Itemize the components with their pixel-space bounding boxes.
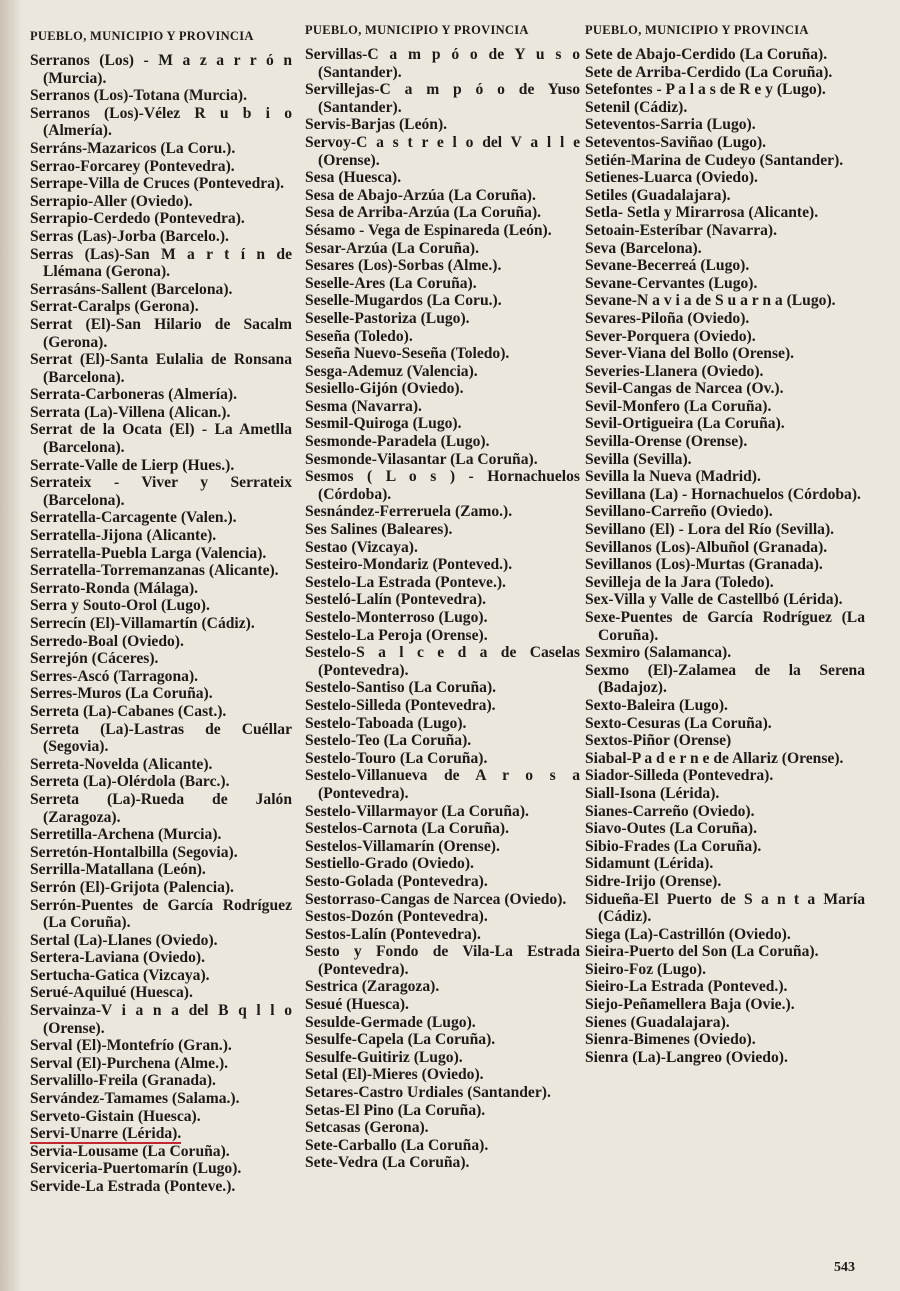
list-item: Sexmiro (Salamanca). [585, 644, 732, 662]
list-item: Sexmo (El)-Zalamea de la Serena (Badajoz). [585, 661, 865, 697]
list-item: Sevil-Ortigueira (La Coruña). [585, 415, 785, 433]
list-item: Sesar-Arzúa (La Coruña). [305, 239, 479, 257]
list-item: Serretón-Hontalbilla (Segovia). [30, 843, 238, 861]
list-item: Siejo-Peñamellera Baja (Ovie.). [585, 996, 795, 1014]
list-item: Sienes (Guadalajara). [585, 1013, 730, 1031]
list-item: Serrapio-Aller (Oviedo). [30, 192, 193, 210]
list-item: Serredo-Boal (Oviedo). [30, 632, 184, 650]
list-item: Sevilla (Sevilla). [585, 450, 692, 468]
list-item: Sertal (La)-Llanes (Oviedo). [30, 931, 218, 949]
list-item: Seteventos-Saviñao (Lugo). [585, 133, 767, 151]
list-item: Serrao-Forcarey (Pontevedra). [30, 157, 235, 175]
page-binding-shadow [0, 0, 22, 1291]
list-item: Sestelos-Carnota (La Coruña). [305, 820, 510, 838]
list-item: Serreta (La)-Olérdola (Barc.). [30, 773, 230, 791]
list-item: Seselle-Ares (La Coruña). [305, 274, 477, 292]
list-item: Sevillanos (Los)-Murtas (Granada). [585, 556, 823, 574]
list-item: Sextos-Piñor (Orense) [585, 732, 732, 750]
list-item: Sestelos-Villamarín (Orense). [305, 837, 500, 855]
list-item: Setcasas (Gerona). [305, 1119, 429, 1137]
list-item: Sete de Abajo-Cerdido (La Coruña). [585, 46, 828, 63]
list-item: Serres-Muros (La Coruña). [30, 685, 213, 703]
list-item: Serrate-Valle de Lierp (Hues.). [30, 456, 235, 474]
list-item: Sevane-Cervantes (Lugo). [585, 274, 758, 292]
list-item: Sexe-Puentes de García Rodríguez (La Coruña). [585, 609, 865, 644]
list-item: Setién-Marina de Cudeyo (Santander). [585, 151, 844, 169]
list-item: Setoain-Esteríbar (Navarra). [585, 221, 777, 239]
entry-list [30, 52, 292, 1196]
list-item: Sesa de Abajo-Arzúa (La Coruña). [305, 186, 536, 204]
list-item: Sesmos ( L o s ) - Hornachuelos (Córdoba). [305, 468, 580, 503]
list-item: Sestelo-Monterroso (Lugo). [305, 609, 488, 626]
list-item: Sesnández-Ferreruela (Zamo.). [305, 503, 513, 521]
list-item: Sexto-Baleira (Lugo). [585, 696, 728, 714]
list-item: Setas-El Pino (La Coruña). [305, 1101, 486, 1119]
list-item: Sevillanos (Los)-Albuñol (Granada). [585, 538, 828, 556]
list-item: Sestelo-Villarmayor (La Coruña). [305, 802, 529, 820]
list-item: Sesiello-Gijón (Oviedo). [305, 380, 464, 398]
column-header: PUEBLO, MUNICIPIO Y PROVINCIA [305, 23, 529, 37]
list-item: Sestelo-Santiso (La Coruña). [305, 679, 497, 697]
list-item: Sestorraso-Cangas de Narcea (Oviedo). [305, 890, 567, 908]
list-item: Serrat de la Ocata (El) - La Ametlla (Barcelona). [30, 421, 292, 457]
list-item: Sesga-Ademuz (Valencia). [305, 362, 478, 380]
list-item: Serras (Las)-Jorba (Barcelo.). [30, 227, 229, 245]
list-item: Setal (El)-Mieres (Oviedo). [305, 1066, 484, 1084]
list-item: Sestos-Lalín (Pontevedra). [305, 925, 481, 943]
list-item: Servide-La Estrada (Ponteve.). [30, 1178, 236, 1195]
list-item: Serrape-Villa de Cruces (Pontevedra). [30, 175, 285, 193]
list-item: Sesa de Arriba-Arzúa (La Coruña). [305, 204, 542, 222]
list-item: Sibio-Frades (La Coruña). [585, 837, 762, 855]
list-item: Serué-Aquilué (Huesca). [30, 984, 193, 1002]
list-item: Servillejas-C a m p ó o de Yuso (Santander). [305, 81, 580, 116]
list-item: Sexto-Cesuras (La Coruña). [585, 714, 772, 732]
list-item: Serranos (Los)-Totana (Murcia). [30, 87, 248, 105]
list-item: Serrilla-Matallana (León). [30, 861, 206, 879]
list-item: Siega (La)-Castrillón (Oviedo). [585, 925, 791, 943]
list-item: Sestiello-Grado (Oviedo). [305, 855, 474, 873]
list-item: Sesmil-Quiroga (Lugo). [305, 415, 462, 433]
list-item: Serrat (El)-San Hilario de Sacalm (Gerona). [30, 315, 292, 351]
list-item: Serratella-Torremanzanas (Alicante). [30, 562, 279, 580]
list-item: Sesteló-Lalín (Pontevedra). [305, 591, 487, 609]
list-item: Sesteiro-Mondariz (Ponteved.). [305, 556, 513, 574]
list-item: Sidre-Irijo (Orense). [585, 872, 722, 890]
list-item: Serranos (Los)-Vélez R u b i o (Almería). [30, 104, 292, 140]
list-item: Severies-Llanera (Oviedo). [585, 362, 764, 380]
list-item: Siador-Silleda (Pontevedra). [585, 767, 774, 785]
column-header: PUEBLO, MUNICIPIO Y PROVINCIA [30, 29, 254, 43]
entry-list [585, 46, 865, 1066]
list-item: Servainza-V i a n a del B q l l o (Orense). [30, 1002, 292, 1037]
list-item: Sestrica (Zaragoza). [305, 978, 440, 996]
list-item: Siavo-Outes (La Coruña). [585, 820, 757, 838]
list-item: Sete-Carballo (La Coruña). [305, 1136, 489, 1154]
list-item: Seva (Barcelona). [585, 239, 702, 257]
list-item: Siabal-P a d e r n e de Allariz (Orense). [585, 749, 844, 767]
list-item: Sestao (Vizcaya). [305, 538, 418, 556]
list-item: Setienes-Luarca (Oviedo). [585, 169, 758, 187]
list-item: Sestelo-Touro (La Coruña). [305, 749, 488, 767]
list-item: Sevilleja de la Jara (Toledo). [585, 573, 774, 591]
list-item: Seselle-Mugardos (La Coru.). [305, 292, 502, 310]
highlighted-entry: Servi-Unarre (Lérida). [30, 1125, 182, 1143]
list-item: Servillas-C a m p ó o de Y u s o (Santander). [305, 46, 580, 81]
list-item: Serrón-Puentes de García Rodríguez (La Coruña). [30, 896, 292, 932]
list-item: Seselle-Pastoriza (Lugo). [305, 309, 470, 327]
list-item: Sestelo-Teo (La Coruña). [305, 732, 472, 750]
list-item: Sieiro-La Estrada (Ponteved.). [585, 978, 788, 996]
list-item: Sevilla la Nueva (Madrid). [585, 468, 761, 486]
list-item: Servalillo-Freila (Granada). [30, 1072, 216, 1090]
list-item: Serrejón (Cáceres). [30, 650, 159, 668]
list-item: Sevares-Piloña (Oviedo). [585, 309, 750, 327]
list-item: Serreta-Novelda (Alicante). [30, 755, 213, 773]
list-item: Serrateix - Viver y Serrateix (Barcelona). [30, 474, 292, 509]
list-item: Sidamunt (Lérida). [585, 855, 714, 873]
list-item: Setares-Castro Urdiales (Santander). [305, 1084, 551, 1102]
list-item: Setiles (Guadalajara). [585, 186, 731, 204]
list-item: Serreta (La)-Rueda de Jalón (Zaragoza). [30, 790, 292, 826]
list-item: Sestelo-La Estrada (Ponteve.). [305, 573, 506, 591]
list-item: Siall-Isona (Lérida). [585, 784, 720, 802]
list-item: Serrasáns-Sallent (Barcelona). [30, 280, 233, 298]
list-item: Seseña (Toledo). [305, 327, 413, 345]
entry-list [305, 46, 580, 1172]
list-item: Sesué (Huesca). [305, 996, 409, 1014]
list-item: Serval (El)-Montefrío (Gran.). [30, 1037, 232, 1055]
list-item: Serratella-Jijona (Alicante). [30, 527, 217, 545]
list-item: Sesa (Huesca). [305, 169, 402, 187]
list-item: Sesto-Golada (Pontevedra). [305, 872, 488, 890]
list-item: Sevane-N a v i a de S u a r n a (Lugo). [585, 292, 836, 310]
list-item: Serras (Las)-San M a r t í n de Llémana (Gerona). [30, 245, 292, 281]
list-item: Sevillano-Carreño (Oviedo). [585, 503, 773, 521]
list-item: Sestelo-La Peroja (Orense). [305, 626, 488, 644]
list-item: Sevillana (La) - Hornachuelos (Córdoba). [585, 485, 861, 503]
list-item: Sertucha-Gatica (Vizcaya). [30, 966, 210, 984]
list-item: Sienra-Bimenes (Oviedo). [585, 1031, 756, 1049]
list-item: Serrat (El)-Santa Eulalia de Ronsana (Barcelona). [30, 351, 292, 386]
list-item: Servoy-C a s t r e l o del V a l l e (Orense). [305, 133, 580, 169]
list-item: Sestelo-Villanueva de A r o s a (Pontevedra). [305, 767, 580, 802]
list-item: Serrapio-Cerdedo (Pontevedra). [30, 210, 245, 228]
list-item: Sieira-Puerto del Son (La Coruña). [585, 943, 819, 961]
list-item: Ses Salines (Baleares). [305, 521, 453, 539]
list-item: Serratella-Carcagente (Valen.). [30, 509, 237, 527]
list-item: Serviceria-Puertomarín (Lugo). [30, 1160, 242, 1178]
list-item: Serrato-Ronda (Málaga). [30, 579, 199, 597]
list-item: Serrecín (El)-Villamartín (Cádiz). [30, 615, 255, 632]
list-item: Serveto-Gistain (Huesca). [30, 1107, 201, 1125]
list-item: Sienra (La)-Langreo (Oviedo). [585, 1048, 788, 1066]
list-item: Serres-Ascó (Tarragona). [30, 667, 199, 685]
list-item: Sesmonde-Paradela (Lugo). [305, 433, 490, 451]
list-item: Sever-Viana del Bollo (Orense). [585, 345, 795, 363]
list-item: Sesulfe-Guitiriz (Lugo). [305, 1048, 463, 1066]
list-item: Serreta (La)-Cabanes (Cast.). [30, 702, 227, 720]
list-item: Sestos-Dozón (Pontevedra). [305, 908, 488, 926]
list-item: Sete de Arriba-Cerdido (La Coruña). [585, 63, 833, 81]
list-item: Sevane-Becerreá (Lugo). [585, 257, 750, 275]
list-item: Sianes-Carreño (Oviedo). [585, 802, 755, 820]
list-item: Sevilla-Orense (Orense). [585, 433, 748, 451]
list-item: Serreta (La)-Lastras de Cuéllar (Segovia). [30, 720, 292, 756]
list-item: Seteventos-Sarria (Lugo). [585, 116, 756, 134]
list-item: Seseña Nuevo-Seseña (Toledo). [305, 345, 510, 363]
column-header: PUEBLO, MUNICIPIO Y PROVINCIA [585, 23, 809, 37]
list-item: Sieiro-Foz (Lugo). [585, 960, 706, 978]
list-item: Sestelo-Silleda (Pontevedra). [305, 696, 496, 714]
list-item: Setenil (Cádiz). [585, 98, 688, 116]
list-item: Setla- Setla y Mirarrosa (Alicante). [585, 204, 819, 222]
list-item: Serval (El)-Purchena (Alme.). [30, 1054, 229, 1072]
list-item: Sesmonde-Vilasantar (La Coruña). [305, 450, 538, 468]
list-item: Sestelo-S a l c e d a de Caselas (Pontevedra). [305, 644, 580, 679]
list-item: Sevil-Cangas de Narcea (Ov.). [585, 380, 784, 398]
list-item: Sidueña-El Puerto de S a n t a María (Cádiz). [585, 890, 865, 926]
list-item: Sex-Villa y Valle de Castellbó (Lérida). [585, 591, 843, 609]
list-item: Sesulfe-Capela (La Coruña). [305, 1031, 496, 1049]
list-item: Serratella-Puebla Larga (Valencia). [30, 544, 267, 562]
list-item: Sevillano (El) - Lora del Río (Sevilla). [585, 521, 835, 539]
list-item: Sever-Porquera (Oviedo). [585, 327, 756, 345]
list-item: Serráns-Mazaricos (La Coru.). [30, 139, 236, 157]
list-item: Servis-Barjas (León). [305, 116, 448, 134]
list-item: Serrón (El)-Grijota (Palencia). [30, 878, 234, 896]
list-item: Sesto y Fondo de Vila-La Estrada (Pontevedra). [305, 943, 580, 978]
list-item: Servández-Tamames (Salama.). [30, 1090, 240, 1108]
list-item: Serrata (La)-Villena (Alican.). [30, 403, 231, 421]
list-item: Serrat-Caralps (Gerona). [30, 298, 199, 316]
page-number: 543 [834, 1260, 855, 1275]
list-item: Serranos (Los) - M a z a r r ó n (Murcia). [30, 52, 292, 87]
list-item: Sertera-Laviana (Oviedo). [30, 949, 205, 967]
list-item: Setefontes - P a l a s de R e y (Lugo). [585, 81, 826, 99]
list-item: Sesares (Los)-Sorbas (Alme.). [305, 257, 502, 275]
list-item: Sestelo-Taboada (Lugo). [305, 714, 467, 732]
list-item: Sevil-Monfero (La Coruña). [585, 397, 772, 415]
list-item: Sesulde-Germade (Lugo). [305, 1013, 476, 1031]
list-item: Sésamo - Vega de Espinareda (León). [305, 221, 552, 239]
list-item: Servia-Lousame (La Coruña). [30, 1142, 230, 1160]
list-item: Serrata-Carboneras (Almería). [30, 386, 237, 404]
list-item: Serra y Souto-Orol (Lugo). [30, 597, 210, 615]
list-item: Sesma (Navarra). [305, 397, 422, 415]
list-item: Sete-Vedra (La Coruña). [305, 1154, 470, 1172]
list-item: Serretilla-Archena (Murcia). [30, 826, 222, 844]
